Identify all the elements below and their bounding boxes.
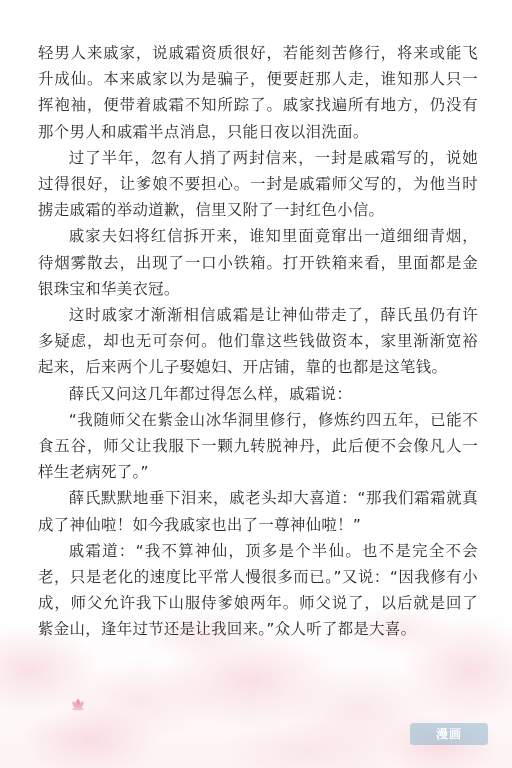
paragraph-5: 薛氏又问这几年都过得怎么样，戚霜说：	[68, 384, 353, 403]
lotus-icon	[70, 695, 86, 711]
paragraph-4: 这时戚家才渐渐相信戚霜是让神仙带走了，薛氏虽仍有许多疑虑，却也无可奈何。他们靠这些钱做资本，家里渐渐宽裕起来，后来两个儿子娶媳妇、开店铺，靠的也都是这笔钱。	[38, 306, 478, 377]
paragraph-2: 过了半年，忽有人捎了两封信来，一封是戚霜写的，说她过得很好，让爹娘不要担心。一封是戚霜师父写的，为他当时掳走戚霜的举动道歉，信里又附了一封红色小信。	[38, 148, 478, 220]
paragraph-3: 戚家夫妇将红信拆开来，谁知里面竟窜出一道细细青烟，待烟雾散去，出现了一口小铁箱。打开铁箱来看，里面都是金银珠宝和华美衣冠。	[38, 227, 478, 298]
story-text	[38, 40, 478, 643]
paragraph-7: 薛氏默默地垂下泪来，戚老头却大喜道：“那我们霜霜就真成了神仙啦！如今我戚家也出了一尊神仙啦！”	[38, 489, 478, 534]
paragraph-1: 轻男人来戚家，说戚霜资质很好，若能刻苦修行，将来或能飞升成仙。本来戚家以为是骗子，便要赶那人走，谁知那人只一挥袍袖，便带着戚霜不知所踪了。戚家找遍所有地方，仍没有那个男人和戚霜半点消息，只能日夜以泪洗面。	[38, 44, 478, 141]
paragraph-6: “我随师父在紫金山冰华洞里修行，修炼约四五年，已能不食五谷，师父让我服下一颗九转脱神丹，此后便不会像凡人一样生老病死了。”	[38, 410, 478, 482]
watermark-logo: 漫画	[410, 723, 488, 745]
paragraph-8: 戚霜道：“我不算神仙，顶多是个半仙。也不是完全不会老，只是老化的速度比平常人慢很多而已。”又说：“因我修有小成，师父允许我下山服侍爹娘两年。师父说了，以后就是回了紫金山，逢年过节还是让我回来。”众人听了都是大喜。	[38, 541, 478, 639]
